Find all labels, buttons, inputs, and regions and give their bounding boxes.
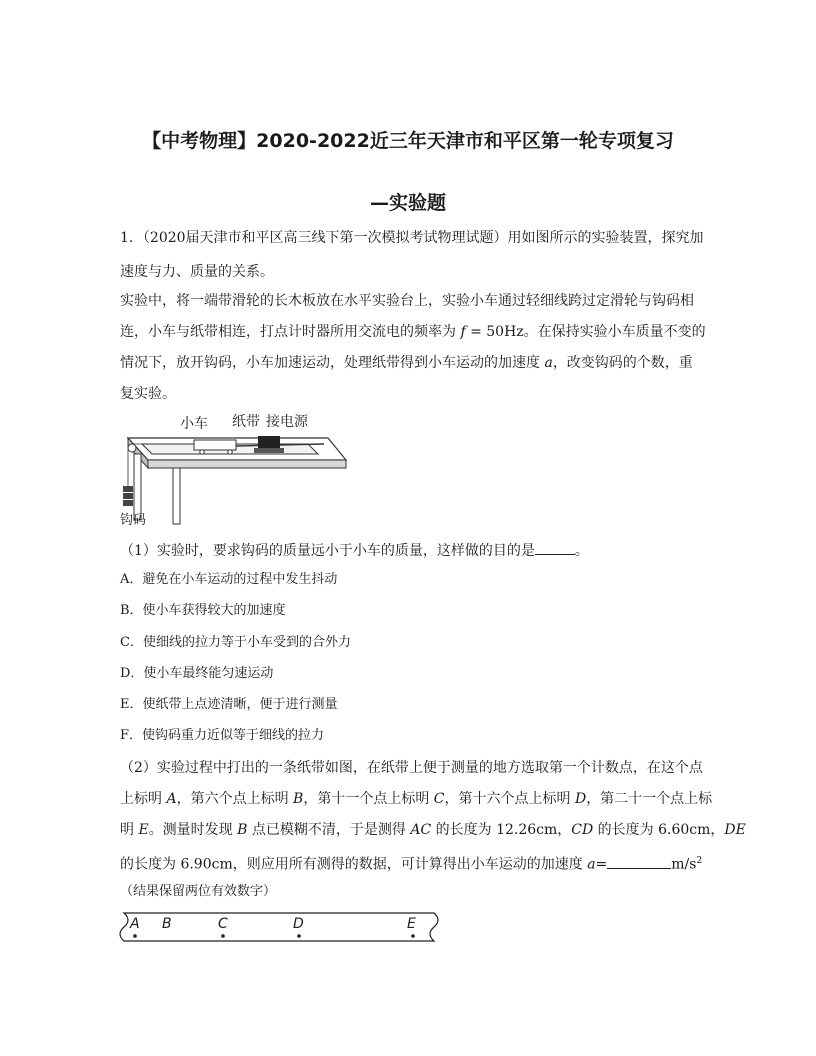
tape-label-e: E <box>407 916 416 932</box>
option-f: F．使钩码重力近似等于细线的拉力 <box>120 728 325 743</box>
acceleration-answer-blank[interactable] <box>607 854 671 869</box>
table-front-edge <box>148 460 346 468</box>
tape-dot-d <box>297 934 301 938</box>
part2-line1: （2）实验过程中打出的一条纸带如图，在纸带上便于测量的地方选取第一个计数点，在这个点 <box>120 760 703 776</box>
tape-dot-c <box>221 934 225 938</box>
question-intro-line2: 速度与力、质量的关系。 <box>120 264 274 280</box>
cart-wheel <box>200 450 204 454</box>
part2-note: （结果保留两位有效数字） <box>120 884 277 899</box>
table-leg-right <box>173 468 180 524</box>
question-paragraph-line4: 复实验。 <box>120 386 176 402</box>
part2-line3: 明 E。测量时发现 B 点已模糊不清，于是测得 AC 的长度为 12.26cm，CD 的长度为 6.60cm，DE <box>120 822 746 838</box>
tape-dot-a <box>133 934 137 938</box>
cart-wheel <box>228 450 232 454</box>
table-leg-left <box>134 454 141 520</box>
tape-label-d: D <box>293 916 304 932</box>
ticker-timer <box>258 436 280 448</box>
answer-blank[interactable] <box>535 540 575 555</box>
tape-label-a: A <box>130 916 140 932</box>
question-paragraph-line3: 情况下，放开钩码，小车加速运动，处理纸带得到小车运动的加速度 a，改变钩码的个数，重 <box>120 355 693 371</box>
question-paragraph-line2: 连，小车与纸带相连，打点计时器所用交流电的频率为 f = 50Hz。在保持实验小车质量不变的 <box>120 324 706 340</box>
label-power: 接电源 <box>266 414 308 430</box>
option-c: C．使细线的拉力等于小车受到的合外力 <box>120 635 351 650</box>
option-b: B．使小车获得较大的加速度 <box>120 603 286 618</box>
option-e: E．使纸带上点迹清晰，便于进行测量 <box>120 697 338 712</box>
label-cart: 小车 <box>180 416 208 432</box>
apparatus-figure <box>118 410 358 530</box>
label-weights: 钩码 <box>120 513 147 528</box>
part1-stem: （1）实验时，要求钩码的质量远小于小车的质量，这样做的目的是 。 <box>120 540 589 561</box>
ticker-timer-base <box>254 448 284 453</box>
cart <box>194 440 236 450</box>
hook-weight <box>123 500 133 506</box>
tape-label-c: C <box>218 916 228 932</box>
option-d: D．使小车最终能匀速运动 <box>120 666 274 681</box>
hook-weight <box>123 493 133 499</box>
part2-line4: 的长度为 6.90cm，则应用所有测得的数据，可计算得出小车运动的加速度 $a= m/s^2$ <box>120 851 702 875</box>
tape-dot-e <box>411 934 415 938</box>
option-a: A．避免在小车运动的过程中发生抖动 <box>120 572 338 587</box>
question-paragraph-line1: 实验中，将一端带滑轮的长木板放在水平实验台上，实验小车通过轻细线跨过定滑轮与钩码相 <box>120 293 694 309</box>
part2-line2: 上标明 A，第六个点上标明 B，第十一个点上标明 C，第十六个点上标明 D，第二十一个点上标 <box>120 791 713 807</box>
hook-weight <box>123 486 133 492</box>
document-title: 【中考物理】2020-2022近三年天津市和平区第一轮专项复习 <box>142 130 674 152</box>
label-tape: 纸带 <box>232 414 260 430</box>
pulley <box>128 444 136 452</box>
question-intro-line1: 1．（2020届天津市和平区高三线下第一次模拟考试物理试题）用如图所示的实验装置，探究加 <box>120 230 704 246</box>
document-subtitle: —实验题 <box>369 192 446 214</box>
tape-label-b: B <box>162 916 172 932</box>
paper-tape-figure <box>116 910 446 950</box>
